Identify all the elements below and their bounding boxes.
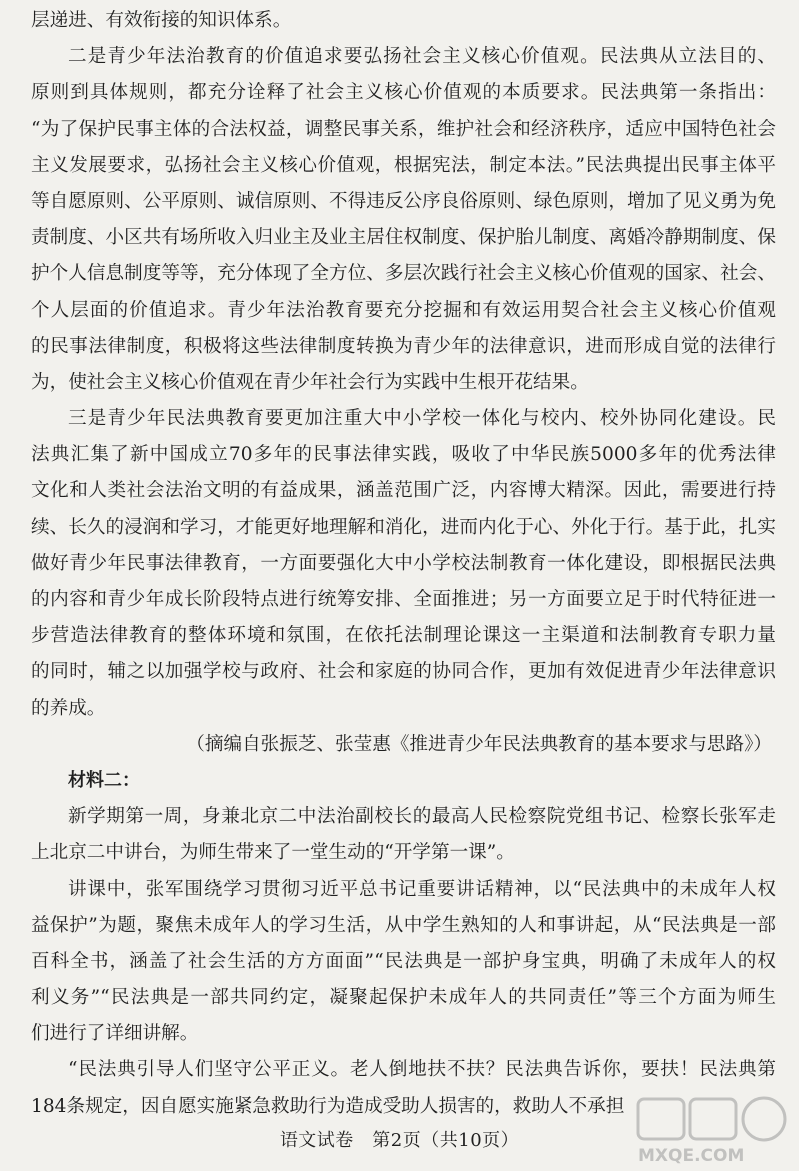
source-citation: （摘编自张振芝、张莹惠《推进青少年民法典教育的基本要求与思路》） [186,733,772,755]
paragraph-line: 二是青少年法治教育的价值追求要弘扬社会主义核心价值观。民法典从立法目的、 [68,46,776,68]
paragraph-line: 续、长久的浸润和学习，才能更好地理解和消化，进而内化于心、外化于行。基于此，扎实 [31,516,776,538]
paragraph-line: 新学期第一周，身兼北京二中法治副校长的最高人民检察院党组书记、检察长张军走 [68,806,776,828]
paragraph-line: “民法典引导人们坚守公平正义。老人倒地扶不扶？民法典告诉你，要扶！民法典第 [68,1059,776,1081]
paragraph-line: 责制度、小区共有场所收入归业主及业主居住权制度、保护胎儿制度、离婚冷静期制度、保 [31,227,776,249]
paragraph-line: “为了保护民事主体的合法权益，调整民事关系，维护社会和经济秩序，适应中国特色社会 [31,118,776,140]
paragraph-line: 法典汇集了新中国成立70多年的民事法律实践，吸收了中华民族5000多年的优秀法律 [31,444,776,466]
page-footer: 语文试卷 第2页（共10页） [279,1130,520,1151]
paragraph-line: 原则到具体规则，都充分诠释了社会主义核心价值观的本质要求。民法典第一条指出： [31,82,776,104]
paragraph-line: 护个人信息制度等等，充分体现了全方位、多层次践行社会主义核心价值观的国家、社会、 [31,263,776,285]
paragraph-line: 层递进、有效衔接的知识体系。 [31,10,292,31]
article-body [31,3,776,1125]
paragraph-line: 步营造法律教育的整体环境和氛围，在依托法制理论课这一主渠道和法制教育专职力量 [31,625,776,647]
paragraph-line: 做好青少年民事法律教育，一方面要强化大中小学校法制教育一体化建设，即根据民法典 [31,552,776,574]
paragraph-line: 文化和人类社会法治文明的有益成果，涵盖范围广泛，内容博大精深。因此，需要进行持 [31,480,776,502]
paragraph-line: 益保护”为题，聚焦未成年人的学习生活，从中学生熟知的人和事讲起，从“民法典是一部 [31,914,776,936]
paragraph-line: 三是青少年民法典教育要更加注重大中小学校一体化与校内、校外协同化建设。民 [68,408,776,430]
paragraph-line: 为，使社会主义核心价值观在青少年社会行为实践中生根开花结果。 [31,371,589,393]
paragraph-line: 184条规定，因自愿实施紧急救助行为造成受助人损害的，救助人不承担 [31,1095,625,1117]
paragraph-line: 上北京二中讲台，为师生带来了一堂生动的“开学第一课”。 [31,842,515,864]
paragraph-line: 的民事法律制度，积极将这些法律制度转换为青少年的法律意识，进而形成自觉的法律行 [31,335,776,357]
watermark-text: MXQE.COM [638,1146,745,1166]
paragraph-line: 们进行了详细讲解。 [31,1023,199,1045]
paragraph-line: 的养成。 [31,697,106,719]
paragraph-line: 等自愿原则、公平原则、诚信原则、不得违反公序良俗原则、绿色原则，增加了见义勇为免 [31,190,776,212]
material-two-heading: 材料二： [68,769,140,791]
paragraph-line: 讲课中，张军围绕学习贯彻习近平总书记重要讲话精神，以“民法典中的未成年人权 [68,878,776,900]
paragraph-line: 百科全书，涵盖了社会生活的方方面面”“民法典是一部护身宝典，明确了未成年人的权 [31,950,776,972]
paragraph-line: 的同时，辅之以加强学校与政府、社会和家庭的协同合作，更加有效促进青少年法律意识 [31,661,776,683]
paragraph-line: 主义发展要求，弘扬社会主义核心价值观，根据宪法，制定本法。”民法典提出民事主体平 [31,154,776,176]
paragraph-line: 的内容和青少年成长阶段特点进行统筹安排、全面推进；另一方面要立足于时代特征进一 [31,589,776,610]
paragraph-line: 利义务”“民法典是一部共同约定，凝聚起保护未成年人的共同责任”等三个方面为师生 [31,987,776,1009]
paragraph-line: 个人层面的价值追求。青少年法治教育要充分挖掘和有效运用契合社会主义核心价值观 [31,299,776,321]
